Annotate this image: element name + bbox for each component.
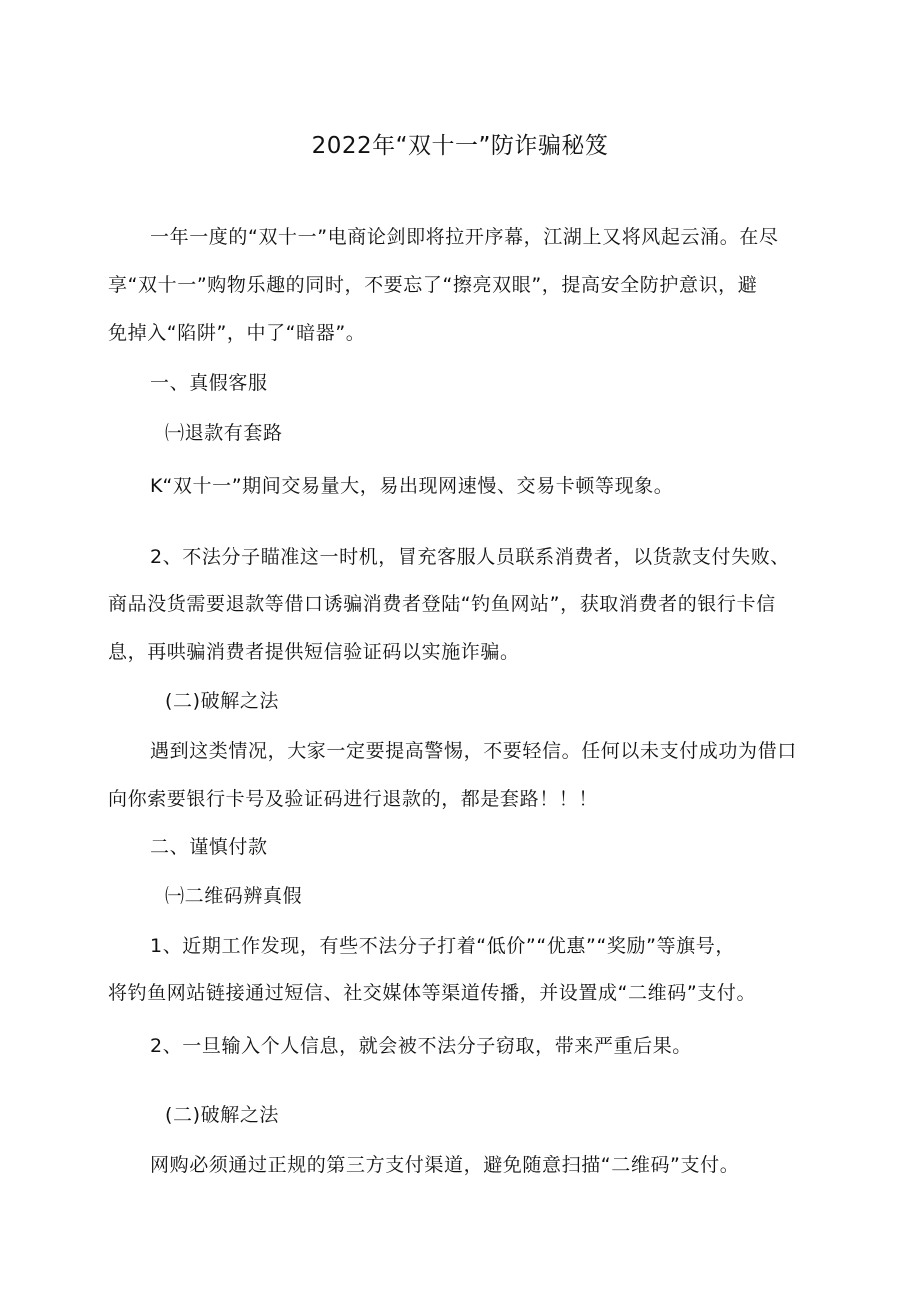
section1-item-2-line-1: 2、不法分子瞄准这一时机，冒充客服人员联系消费者，以货款支付失败、 [150, 546, 790, 568]
section1-solution-line-2: 向你索要银行卡号及验证码进行退款的，都是套路！！！ [108, 788, 599, 810]
section1-item-2-line-3: 息，再哄骗消费者提供短信验证码以实施诈骗。 [108, 641, 520, 663]
section2-solution: 网购必须通过正规的第三方支付渠道，避免随意扫描“二维码”支付。 [150, 1154, 740, 1176]
section1-subheading-2: (二)破解之法 [165, 690, 280, 712]
document-title: 2022年“双十一”防诈骗秘笈 [311, 133, 609, 159]
section2-subheading-1: ㈠二维码辨真假 [165, 885, 303, 907]
section2-item-1-line-2: 将钓鱼网站链接通过短信、社交媒体等渠道传播，并设置成“二维码”支付。 [108, 982, 757, 1004]
section1-heading: 一、真假客服 [150, 372, 268, 394]
section2-item-2: 2、一旦输入个人信息，就会被不法分子窃取，带来严重后果。 [150, 1035, 692, 1057]
section2-subheading-2: (二)破解之法 [165, 1104, 280, 1126]
section2-item-1-line-1: 1、近期工作发现，有些不法分子打着“低价”“优惠”“奖励”等旗号， [150, 935, 735, 957]
section1-item-2-line-2: 商品没货需要退款等借口诱骗消费者登陆“钓鱼网站”，获取消费者的银行卡信 [108, 593, 776, 615]
section1-subheading-1: ㈠退款有套路 [165, 422, 283, 444]
intro-line-1: 一年一度的“双十一”电商论剑即将拉开序幕，江湖上又将风起云涌。在尽 [150, 226, 779, 248]
section1-solution-line-1: 遇到这类情况，大家一定要提高警惕，不要轻信。任何以未支付成功为借口 [150, 740, 797, 762]
intro-line-2: 享“双十一”购物乐趣的同时，不要忘了“擦亮双眼”，提高安全防护意识，避 [108, 274, 758, 296]
section2-heading: 二、谨慎付款 [150, 836, 268, 858]
intro-line-3: 免掉入“陷阱”，中了“暗器”。 [108, 322, 366, 344]
section1-item-1: K“双十一”期间交易量大，易出现网速慢、交易卡顿等现象。 [150, 475, 674, 497]
